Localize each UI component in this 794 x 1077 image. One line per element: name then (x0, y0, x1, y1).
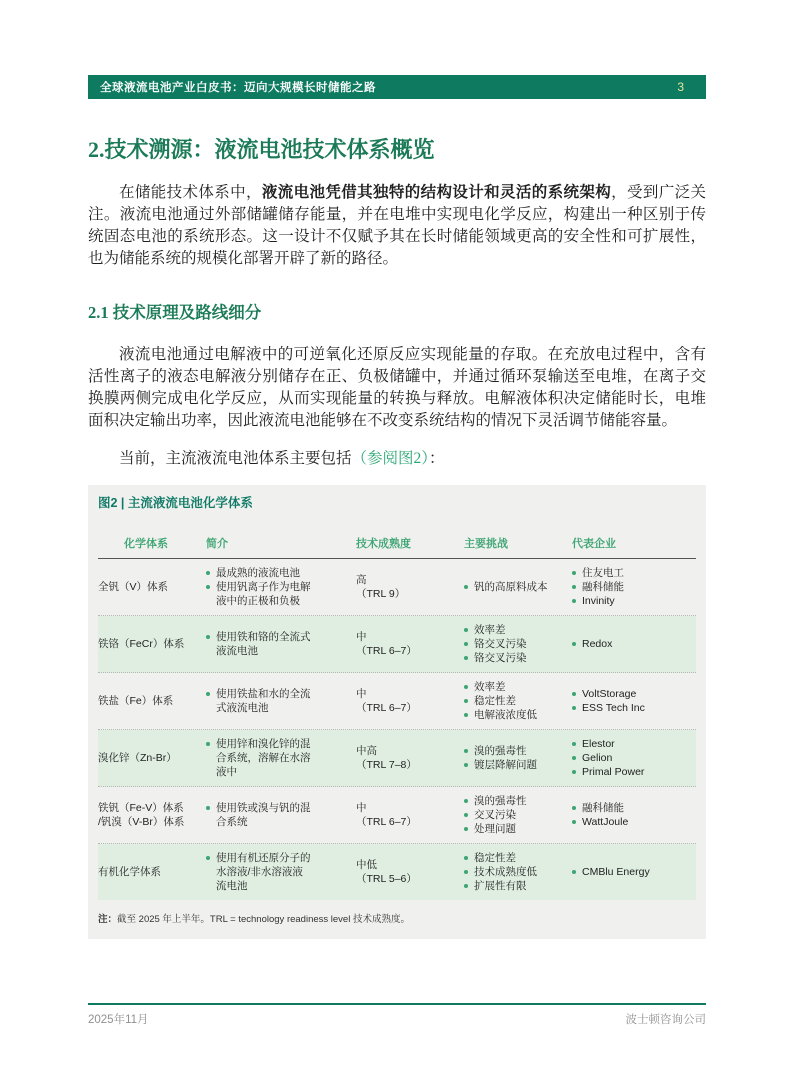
challenge-bullet: 铬交叉污染 (464, 651, 558, 665)
challenge-bullet: 溴的强毒性 (464, 794, 558, 808)
cell-challenges (464, 794, 572, 836)
company-bullet: Elestor (572, 737, 696, 751)
cell-challenges (464, 623, 572, 665)
challenge-bullet: 效率差 (464, 680, 558, 694)
company-bullet: Primal Power (572, 765, 696, 779)
challenge-bullet: 技术成熟度低 (464, 865, 558, 879)
cell-description (206, 630, 356, 658)
cell-chemistry: 有机化学体系 (98, 866, 161, 878)
column-header-maturity: 技术成熟度 (356, 538, 411, 550)
challenge-bullet: 稳定性差 (464, 851, 558, 865)
cell-chemistry: 溴化锌（Zn-Br） (98, 752, 177, 764)
cell-maturity: 中 （TRL 6–7） (356, 802, 417, 828)
company-bullet: ESS Tech Inc (572, 701, 696, 715)
challenge-bullet: 稳定性差 (464, 694, 558, 708)
cell-chemistry: 铁盐（Fe）体系 (98, 695, 174, 707)
table-row (98, 673, 696, 730)
figure-lead-in (88, 448, 706, 470)
note-label: 注： (98, 914, 118, 925)
figure-reference-link[interactable]: （参阅图2） (351, 450, 430, 467)
company-bullet: Invinity (572, 594, 696, 608)
company-bullet: 融科储能 (572, 801, 696, 815)
challenge-bullet: 交叉污染 (464, 808, 558, 822)
description-bullet: 使用铁盐和水的全流式液流电池 (206, 687, 312, 715)
table-row (98, 559, 696, 616)
intro-text-bold: 液流电池凭借其独特的结构设计和灵活的系统架构 (261, 184, 612, 201)
challenge-bullet: 溴的强毒性 (464, 744, 558, 758)
cell-challenges (464, 851, 572, 893)
subsection-heading: 2.1 技术原理及路线细分 (88, 303, 262, 322)
cell-challenges (464, 580, 572, 594)
cell-description (206, 851, 356, 893)
company-bullet: VoltStorage (572, 687, 696, 701)
challenge-bullet: 电解液浓度低 (464, 708, 558, 722)
intro-text-post: ，受到广泛关注。液流电池通过外部储罐储存能量，并在电堆中实现电化学反应，构建出一种区别于传统固态电池的系统形态。这一设计不仅赋予其在长时储能领域更高的安全性和可扩展性，也为储能系统的规模化部署开辟了新的路径。 (88, 184, 706, 267)
figure-caption: 图2 | 主流液流电池化学体系 (98, 496, 253, 510)
lead-text-post: ： (429, 450, 445, 467)
description-bullet: 最成熟的液流电池 (206, 566, 312, 580)
figure-note (98, 911, 696, 925)
challenge-bullet: 镀层降解问题 (464, 758, 558, 772)
footer-company: 波士顿咨询公司 (625, 1014, 706, 1026)
cell-companies (572, 566, 696, 608)
cell-companies (572, 687, 696, 715)
challenge-bullet: 处理问题 (464, 822, 558, 836)
intro-paragraph (88, 182, 706, 270)
column-header-companies: 代表企业 (572, 538, 616, 550)
page-header-bar (88, 75, 706, 99)
cell-challenges (464, 680, 572, 722)
intro-text-pre: 在储能技术体系中， (119, 184, 262, 201)
cell-chemistry: 铁钒（Fe-V）体系 /钒溴（V-Br）体系 (98, 802, 185, 828)
company-bullet: Redox (572, 637, 696, 651)
company-bullet: Gelion (572, 751, 696, 765)
table-header-row (98, 535, 696, 559)
cell-companies (572, 801, 696, 829)
description-bullet: 使用钒离子作为电解液中的正极和负极 (206, 580, 312, 608)
description-bullet: 使用有机还原分子的水溶液/非水溶液液流电池 (206, 851, 312, 893)
company-bullet: CMBlu Energy (572, 865, 696, 879)
table-row (98, 730, 696, 787)
company-bullet: WattJoule (572, 815, 696, 829)
description-bullet: 使用铁或溴与钒的混合系统 (206, 801, 312, 829)
table-row (98, 787, 696, 844)
description-bullet: 使用铁和铬的全流式液流电池 (206, 630, 312, 658)
cell-companies (572, 865, 696, 879)
cell-chemistry: 全钒（V）体系 (98, 581, 169, 593)
column-header-challenges: 主要挑战 (464, 538, 508, 550)
table-row (98, 844, 696, 900)
cell-companies (572, 637, 696, 651)
section-title: 2.技术溯源：液流电池技术体系概览 (88, 137, 435, 162)
cell-maturity: 中 （TRL 6–7） (356, 631, 417, 657)
column-header-chemistry: 化学体系 (124, 538, 168, 550)
lead-text-pre: 当前，主流液流电池体系主要包括 (119, 450, 352, 467)
note-text: 截至 2025 年上半年。TRL = technology readiness level 技术成熟度。 (117, 914, 410, 925)
challenge-bullet: 钒的高原料成本 (464, 580, 558, 594)
cell-description (206, 801, 356, 829)
cell-maturity: 中 （TRL 6–7） (356, 688, 417, 714)
running-header-title: 全球液流电池产业白皮书：迈向大规模长时储能之路 (100, 82, 376, 94)
cell-companies (572, 737, 696, 779)
challenge-bullet: 扩展性有限 (464, 879, 558, 893)
challenge-bullet: 铬交叉污染 (464, 637, 558, 651)
cell-description (206, 737, 356, 779)
cell-description (206, 687, 356, 715)
cell-maturity: 中低 （TRL 5–6） (356, 859, 417, 885)
column-header-description: 简介 (206, 538, 228, 550)
footer-divider (88, 1003, 706, 1005)
figure-2-block (88, 485, 706, 939)
company-bullet: 住友电工 (572, 566, 696, 580)
page-footer (88, 1011, 706, 1027)
company-bullet: 融科储能 (572, 580, 696, 594)
cell-chemistry: 铁铬（FeCr）体系 (98, 638, 185, 650)
table-row (98, 616, 696, 673)
cell-maturity: 高 （TRL 9） (356, 574, 406, 600)
cell-maturity: 中高 （TRL 7–8） (356, 745, 417, 771)
challenge-bullet: 效率差 (464, 623, 558, 637)
description-bullet: 使用锌和溴化锌的混合系统，溶解在水溶液中 (206, 737, 312, 779)
cell-challenges (464, 744, 572, 772)
table-body (98, 559, 696, 900)
page-number: 3 (677, 80, 684, 94)
principle-paragraph: 液流电池通过电解液中的可逆氧化还原反应实现能量的存取。在充放电过程中，含有活性离子的液态电解液分别储存在正、负极储罐中，并通过循环泵输送至电堆，在离子交换膜两侧完成电化学反应，从而实现能量的转换与释放。电解液体积决定储能时长，电堆面积决定输出功率，因此液流电池能够在不改变系统结构的情况下灵活调节储能容量。 (88, 346, 706, 429)
cell-description (206, 566, 356, 608)
footer-date: 2025年11月 (88, 1014, 149, 1026)
